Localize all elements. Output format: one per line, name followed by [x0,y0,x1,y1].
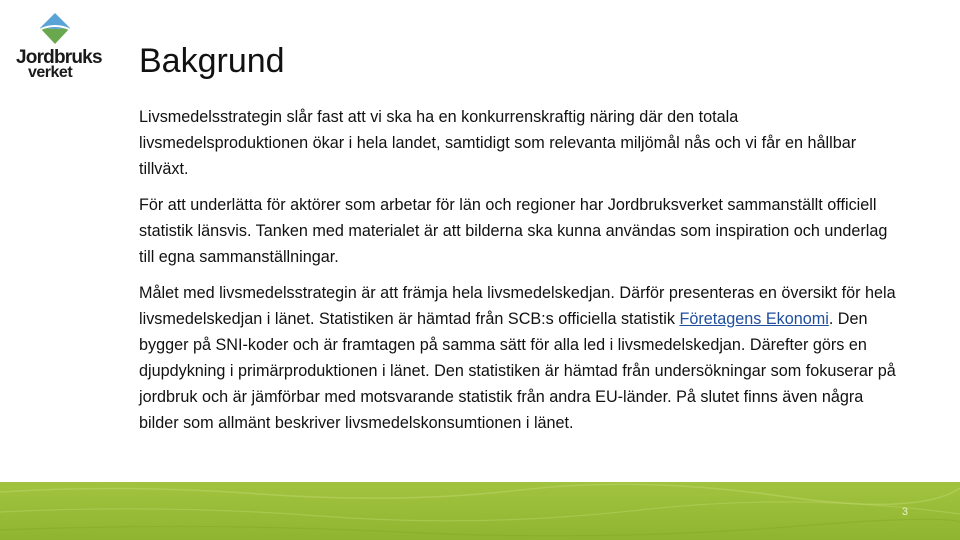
jordbruksverket-logo [12,12,112,82]
logo-emblem-icon [37,12,73,46]
footer-texture [0,482,960,540]
body-text [139,104,899,446]
paragraph-3-start: Målet med livsmedelsstrategin är att främja hela livsmedelskedjan. Därför presenteras en översikt för hela livsmedelskedjan i länet. Statistiken är hämtad från SCB:s officiella statistik [139,284,896,328]
foretagens-ekonomi-link[interactable]: Företagens Ekonomi [679,310,829,328]
page-title: Bakgrund [139,42,285,80]
logo-text-line2: verket [28,64,73,81]
footer-band [0,482,960,540]
paragraph-1: Livsmedelsstrategin slår fast att vi ska ha en konkurrenskraftig näring där den totala livsmedelsproduktionen ökar i hela landet, samtidigt som relevanta miljömål nås och vi får en hållbar tillväxt. [139,108,857,178]
slide-number: 3 [901,506,908,518]
paragraph-2: För att underlätta för aktörer som arbetar för län och regioner har Jordbruksverket sammanställt officiell statistik länsvis. Tanken med materialet är att bilderna ska kunna användas som inspiration och underlag till egna sammanställningar. [139,196,888,266]
paragraph-3-end: . Den bygger på SNI-koder och är framtagen på samma sätt för alla led i livsmedelskedjan. Därefter görs en djupdykning i primärproduktionen i länet. Den statistiken är hämtad från undersökningar som fokuserar på jordbruk och är jämförbar med motsvarande statistik från andra EU-länder. På slutet finns även några bilder som allmänt beskriver livsmedelskonsumtionen i länet. [139,310,896,432]
paragraph-3 [139,280,899,436]
logo-text-line1: Jordbruks [16,47,102,68]
